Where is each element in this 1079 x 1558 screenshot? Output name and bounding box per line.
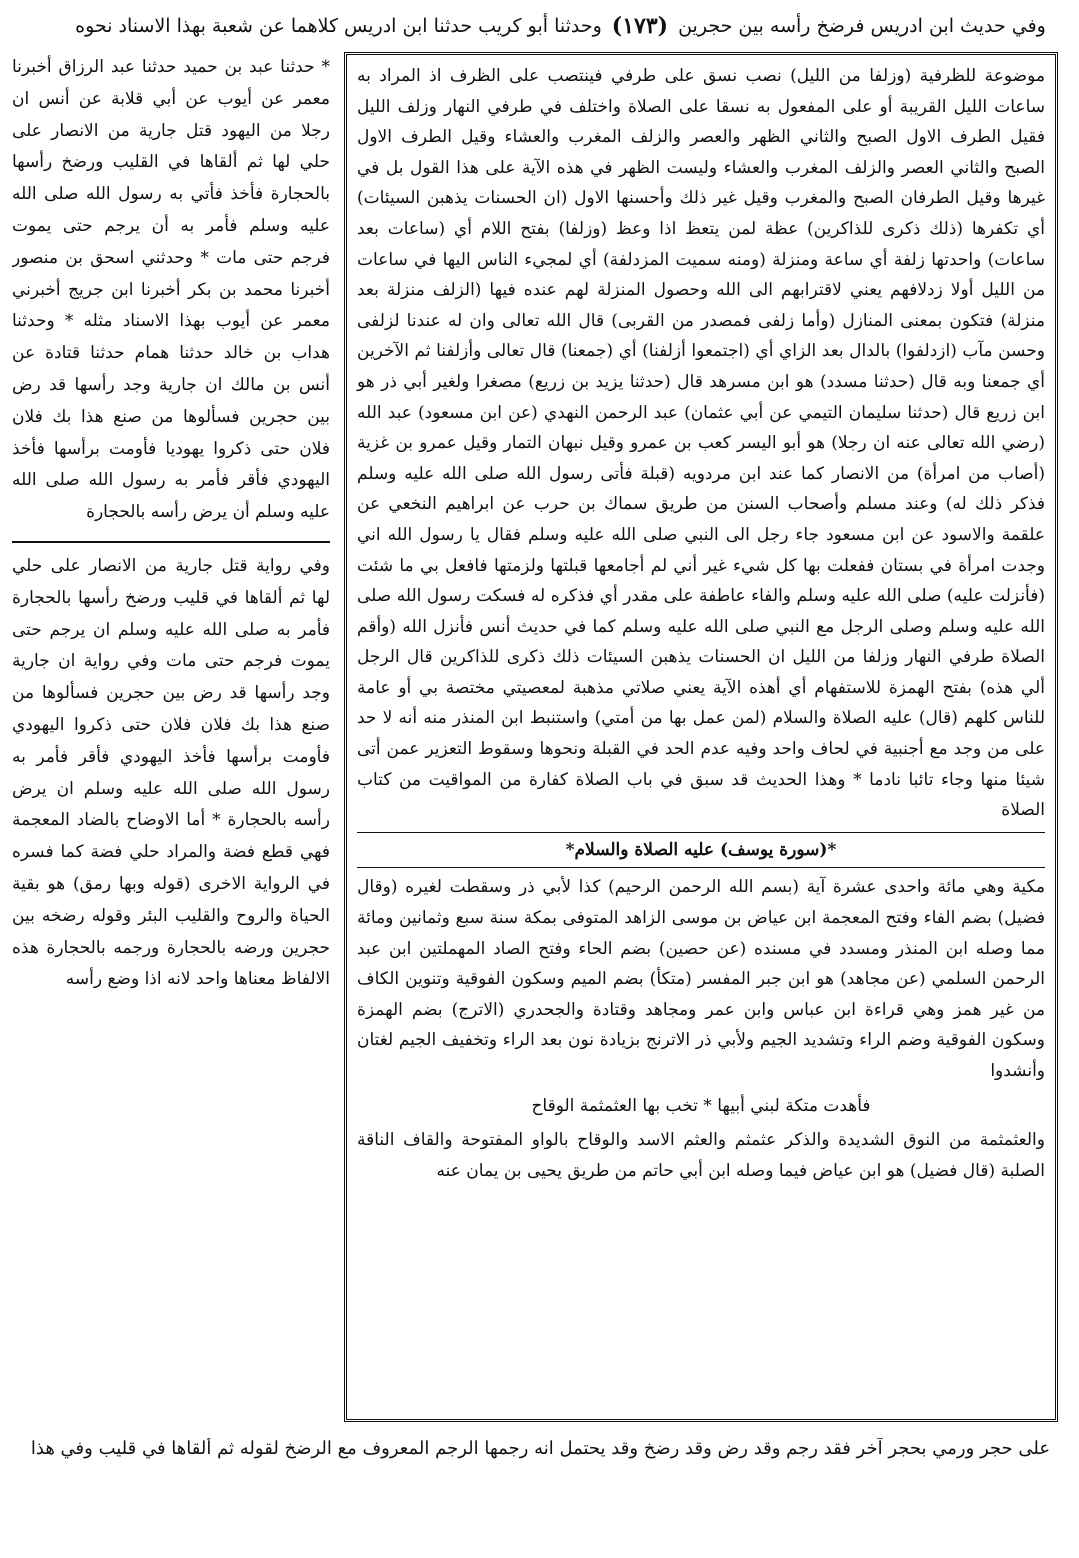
margin-divider bbox=[12, 541, 330, 543]
commentary-paragraph: والعثمثمة من النوق الشديدة والذكر عثمثم والعثم الاسد والوقاح بالواو المفتوحة والقاف الناقة الصلبة (قال فضيل) هو ابن عياض فيما وصله ابن أبي حاتم من طريق يحيى بن يمان عنه bbox=[357, 1130, 1045, 1181]
main-commentary-box bbox=[344, 52, 1058, 1422]
margin-hadith-column bbox=[12, 52, 330, 1422]
commentary-paragraph: موضوعة للظرفية (وزلفا من الليل) نصب نسق على طرفي فينتصب على الظرف اذ المراد به ساعات الليل القريبة أو على المفعول به نسقا على الصلاة واختلف في طرفي النهار وزلف الليل فقيل الطرف الاول الصبح والثاني الظهر والعصر والزلف المغرب والعشاء وقيل الطرف الاول الصبح والثاني العصر والزلف المغرب والعشاء وليست الظهر في هذه الآية على هذا القول بل في غيرها وقيل الطرفان الصبح والمغرب وقيل غير ذلك وأحسنها الاول (ان الحسنات يذهبن السيئات) أي تكفرها (ذلك ذكرى للذاكرين) عظة لمن يتعظ اذا وعظ (وزلفا) بفتح اللام أي (ساعات بعد ساعات) واحدتها زلفة أي ساعة ومنزلة (ومنه سميت المزدلفة) أي لمجيء الناس اليها في ساعات من الليل أولا زدلافهم يعني لاقترابهم الى الله وحصول المنزلة لهم عنده فيها (الزلف منزلة بعد منزلة) فتكون بمعنى المنازل (وأما زلفى فمصدر من القربى) قال الله تعالى وان له عندنا لزلفى وحسن مآب (ازدلفوا) بالدال بعد الزاي أي (اجتمعوا أزلفنا) أي (جمعنا) قال تعالى وأزلفنا ثم الآخرين أي جمعنا وبه قال (حدثنا مسدد) هو ابن مسرهد قال (حدثنا يزيد بن زريع) مصغرا ولغير أبي ذر هو ابن زريع قال (حدثنا سليمان التيمي عن أبي عثمان) عبد الرحمن النهدي (عن ابن مسعود) عبد الله (رضي الله تعالى عنه ان رجلا) هو أبو اليسر كعب بن عمرو وقيل نبهان التمار وقيل عمرو بن غزية (أصاب من امرأة) من الانصار كما عند ابن مردويه (قبلة فأتى رسول الله صلى الله عليه وسلم فذكر ذلك له) وعند مسلم وأصحاب السنن من طريق سماك بن حرب عن ابراهيم النخعي عن علقمة والاسود عن ابن مسعود جاء رجل الى النبي صلى الله عليه وسلم فقال يا رسول الله اني وجدت امرأة في بستان ففعلت بها كل شيء غير أني لم أجامعها قبلتها ولزمتها فافعل بي ما شئت (فأنزلت عليه) صلى الله عليه وسلم والفاء عاطفة على مقدر أي فذكره له فسكت رسول الله صلى الله عليه وسلم وصلى الرجل مع النبي صلى الله عليه وسلم كما في حديث أنس فأنزل الله (وأقم الصلاة طرفي النهار وزلفا من الليل ان الحسنات يذهبن السيئات ذلك ذكرى للذاكرين قال الرجل ألي هذه) بفتح الهمزة للاستفهام أي أهذه الآية يعني صلاتي مذهبة لمعصيتي مختصة بي أو عامة للناس كلهم (قال) عليه الصلاة والسلام (لمن عمل بها من أمتي) واستنبط ابن المنذر منه أنه لا حد على من وجد مع أجنبية في لحاف واحد وفيه عدم الحد في القبلة ونحوها وسقوط التعزير عمن أتى شيئا منها وجاء تائبا نادما * وهذا الحديث قد سبق في باب الصلاة كفارة من المواقيت من كتاب الصلاة bbox=[357, 66, 1045, 821]
section-title-surah-yusuf: *(سورة يوسف) عليه الصلاة والسلام* bbox=[357, 832, 1045, 869]
margin-paragraph: * حدثنا عبد بن حميد حدثنا عبد الرزاق أخبرنا معمر عن أيوب عن أبي قلابة عن أنس ان رجلا من اليهود قتل جارية من الانصار على حلي لها ثم ألقاها في القليب ورضخ رأسها بالحجارة فأخذ فأتي به رسول الله صلى الله عليه وسلم فأمر به أن يرجم حتى يموت فرجم حتى مات * وحدثني اسحق بن منصور أخبرنا محمد بن بكر أخبرنا ابن جريج أخبرني معمر عن أيوب بهذا الاسناد مثله * وحدثنا هداب بن خالد حدثنا همام حدثنا قتادة عن أنس بن مالك ان جارية وجد رأسها قد رض بين حجرين فسألوها من صنع هذا بك فلان فلان حتى ذكروا يهوديا فأومت برأسها فأخذ اليهودي فأقر فأمر به رسول الله صلى الله عليه وسلم أن يرض رأسه بالحجارة bbox=[12, 57, 330, 523]
header-left-text: وحدثنا أبو كريب حدثنا ابن ادريس كلاهما عن شعبة بهذا الاسناد نحوه bbox=[75, 15, 602, 37]
page-footer-line: على حجر ورمي بحجر آخر فقد رجم وقد رض وقد رضخ وقد يحتمل انه رجمها الرجم المعروف مع الرضخ لقوله ثم ألقاها في قليب وفي هذا bbox=[30, 1438, 1051, 1459]
poetry-verse: فأهدت متكة لبني أبيها * تخب بها العثمثمة الوقاح bbox=[531, 1095, 871, 1116]
margin-paragraph: وفي رواية قتل جارية من الانصار على حلي لها ثم ألقاها في قليب ورضخ رأسها بالحجارة فأمر به صلى الله عليه وسلم ان يرجم حتى يموت فرجم حتى مات وفي رواية ان جارية وجد رأسها قد رض بين حجرين فسألوها من صنع هذا بك فلان فلان حتى ذكروا اليهودي فأومت برأسها فأخذ اليهودي فأقر فأمر به رسول الله صلى الله عليه وسلم ان يرض رأسه بالحجارة * أما الاوضاح بالضاد المعجمة فهي قطع فضة والمراد حلي فضة كما فسره في الرواية الاخرى (قوله وبها رمق) هو بقية الحياة والروح والقليب البئر وقوله رضخه بين حجرين ورضه بالحجارة ورجمه بالحجارة هذه الالفاظ معناها واحد لانه اذا وضع رأسه bbox=[12, 555, 330, 990]
page-number: (١٧٣) bbox=[611, 13, 669, 39]
commentary-paragraph: مكية وهي مائة واحدى عشرة آية (بسم الله الرحمن الرحيم) كذا لأبي ذر وسقطت لغيره (وقال فضيل) بضم الفاء وفتح المعجمة ابن عياض بن موسى الزاهد المتوفى بمكة سنة سبع وثمانين ومائة مما وصله ابن المنذر ومسدد في مسنده (عن حصين) بضم الحاء وفتح الصاد المهملتين ابن عبد الرحمن السلمي (عن مجاهد) هو ابن جبر المفسر (متكأ) بضم الميم وسكون الفوقية وتنوين الكاف من غير همز وهي قراءة ابن عباس وابن عمر ومجاهد وقتادة والجحدري (الاترج) بضم الهمزة وسكون الفوقية وضم الراء وتشديد الجيم ولأبي ذر الاترنج بزيادة نون بعد الراء وتخفيف الجيم لغتان وأنشدوا bbox=[357, 877, 1045, 1081]
page-header bbox=[60, 8, 1061, 44]
header-right-text: وفي حديث ابن ادريس فرضخ رأسه بين حجرين bbox=[678, 15, 1046, 37]
